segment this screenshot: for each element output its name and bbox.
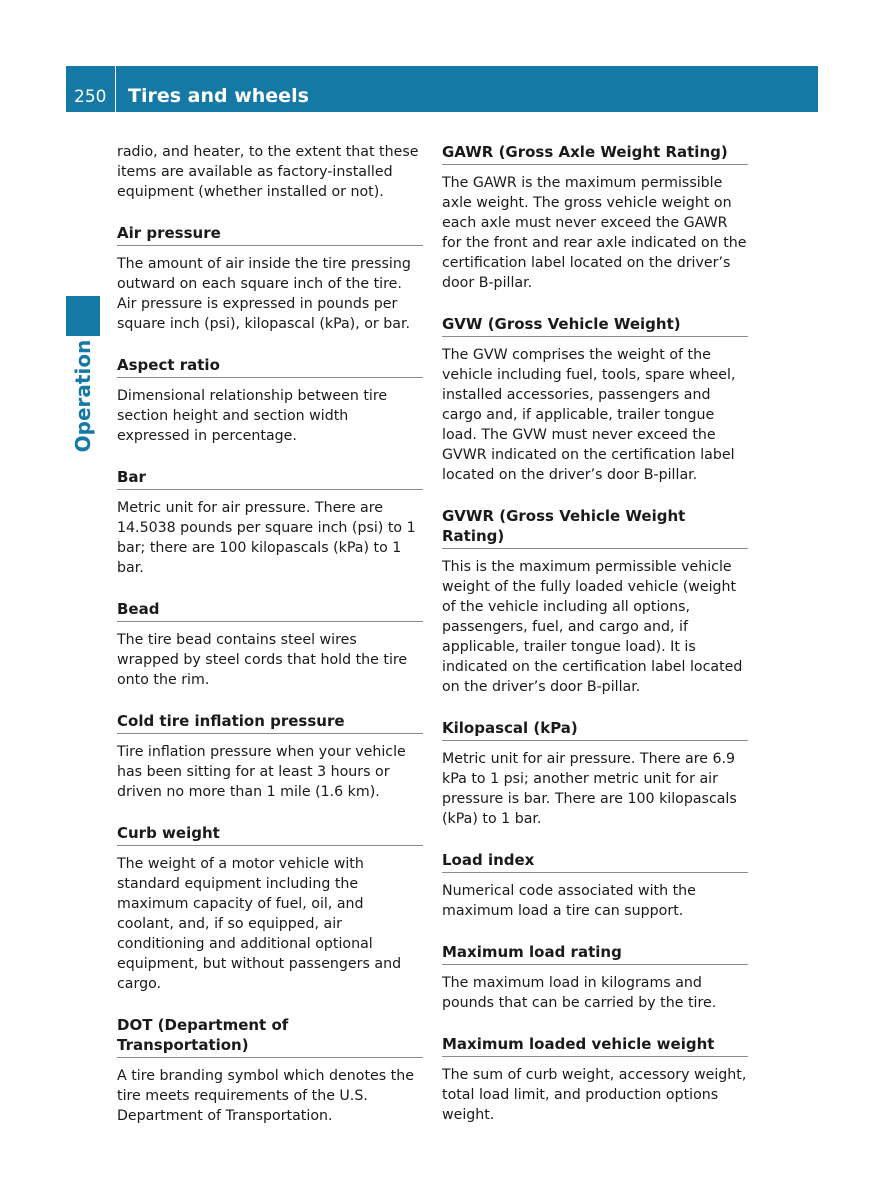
glossary-term: Cold tire inflation pressure xyxy=(117,711,423,734)
glossary-entry xyxy=(442,1034,748,1125)
glossary-definition: The tire bead contains steel wires wrapped by steel cords that hold the tire onto the rim. xyxy=(117,632,408,688)
glossary-definition: A tire branding symbol which denotes the tire meets requirements of the U.S. Department of Transportation. xyxy=(117,1068,414,1124)
glossary-term: GAWR (Gross Axle Weight Rating) xyxy=(442,142,748,165)
header-divider xyxy=(115,66,116,112)
glossary-definition: The sum of curb weight, accessory weight, total load limit, and production options weight. xyxy=(442,1067,747,1123)
glossary-term: Curb weight xyxy=(117,823,423,846)
glossary-entry xyxy=(442,942,748,1013)
glossary-entry xyxy=(117,711,423,802)
glossary-term: Aspect ratio xyxy=(117,355,423,378)
glossary-entry xyxy=(442,506,748,697)
glossary-entry xyxy=(442,314,748,485)
glossary-term: Air pressure xyxy=(117,223,423,246)
glossary-term: GVWR (Gross Vehicle Weight Rating) xyxy=(442,506,748,549)
glossary-definition: Dimensional relationship between tire section height and section width expressed in percentage. xyxy=(117,388,388,444)
glossary-definition: This is the maximum permissible vehicle weight of the fully loaded vehicle (weight of the vehicle including all options, passengers, fuel, and cargo and, if applicable, trailer tongue load). It is indicated on the certification label located on the driver’s door B-pillar. xyxy=(442,559,743,695)
glossary-term: Bead xyxy=(117,599,423,622)
glossary-entry xyxy=(442,142,748,293)
side-tab-marker xyxy=(66,296,100,336)
glossary-entry xyxy=(117,823,423,994)
right-column xyxy=(442,142,748,1125)
chapter-title: Tires and wheels xyxy=(128,85,309,107)
glossary-term: Maximum loaded vehicle weight xyxy=(442,1034,748,1057)
glossary-definition: Tire inflation pressure when your vehicle has been sitting for at least 3 hours or driven no more than 1 mile (1.6 km). xyxy=(117,744,406,800)
glossary-entry xyxy=(442,850,748,921)
glossary-definition: Metric unit for air pressure. There are 6.9 kPa to 1 psi; another metric unit for air pressure is bar. There are 100 kilopascals (kPa) to 1 bar. xyxy=(442,751,737,827)
glossary-term: Bar xyxy=(117,467,423,490)
continued-text: radio, and heater, to the extent that these items are available as factory-installed equipment (whether installed or not). xyxy=(117,144,419,200)
glossary-term: DOT (Department of Transportation) xyxy=(117,1015,423,1058)
glossary-definition: The GVW comprises the weight of the vehicle including fuel, tools, spare wheel, installed accessories, passengers and cargo and, if applicable, trailer tongue load. The GVW must never exceed the GVWR indicated on the certification label located on the driver’s door B-pillar. xyxy=(442,347,736,483)
glossary-definition: Numerical code associated with the maximum load a tire can support. xyxy=(442,883,696,919)
left-column xyxy=(117,142,423,1126)
glossary-definition: The amount of air inside the tire pressing outward on each square inch of the tire. Air pressure is expressed in pounds per square inch (psi), kilopascal (kPa), or bar. xyxy=(117,256,411,332)
glossary-entry xyxy=(117,599,423,690)
glossary-entry xyxy=(442,718,748,829)
glossary-entry xyxy=(117,467,423,578)
glossary-entry xyxy=(117,223,423,334)
glossary-term: Kilopascal (kPa) xyxy=(442,718,748,741)
glossary-term: Maximum load rating xyxy=(442,942,748,965)
glossary-term: Load index xyxy=(442,850,748,873)
glossary-definition: Metric unit for air pressure. There are 14.5038 pounds per square inch (psi) to 1 bar; there are 100 kilopascals (kPa) to 1 bar. xyxy=(117,500,416,576)
glossary-entry xyxy=(117,1015,423,1126)
glossary-definition: The maximum load in kilograms and pounds that can be carried by the tire. xyxy=(442,975,717,1011)
glossary-entry xyxy=(117,355,423,446)
glossary-term: GVW (Gross Vehicle Weight) xyxy=(442,314,748,337)
page-header xyxy=(66,66,818,112)
page-number: 250 xyxy=(74,87,107,107)
glossary-definition: The GAWR is the maximum permissible axle weight. The gross vehicle weight on each axle must never exceed the GAWR for the front and rear axle indicated on the certification label located on the driver’s door B-pillar. xyxy=(442,175,747,291)
side-tab-label: Operation xyxy=(71,339,95,453)
glossary-definition: The weight of a motor vehicle with standard equipment including the maximum capacity of fuel, oil, and coolant, and, if so equipped, air conditioning and additional optional equipment, but without passengers and cargo. xyxy=(117,856,402,992)
